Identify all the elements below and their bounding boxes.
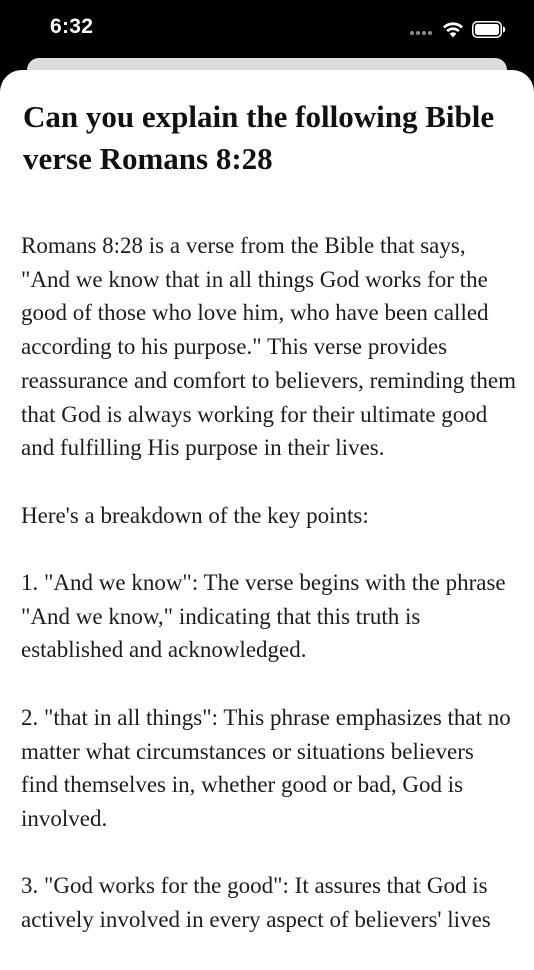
wifi-icon (442, 21, 464, 38)
answer-paragraph: 2. "that in all things": This phrase emphasizes that no matter what circumstances or situations believers find themselves in, whether good or bad, God is involved. (21, 704, 511, 831)
answer-text (21, 229, 516, 970)
answer-paragraph: Romans 8:28 is a verse from the Bible that says, "And we know that in all things God works for the good of those who love him, who have been called according to his purpose." This verse provides reassurance and comfort to believers, reminding them that God is always working for their ultimate good and fulfilling His purpose in their lives. (21, 233, 516, 461)
cellular-signal-icon (410, 23, 432, 35)
status-time: 6:32 (50, 15, 94, 38)
status-bar (0, 0, 534, 58)
answer-paragraph: Here's a breakdown of the key points: (21, 502, 369, 528)
battery-icon (472, 21, 506, 38)
answer-paragraph: 1. "And we know": The verse begins with the phrase "And we know," indicating that this truth is established and acknowledged. (21, 570, 506, 663)
question-title: Can you explain the following Bible verse Romans 8:28 (23, 99, 495, 176)
answer-paragraph: 3. "God works for the good": It assures that God is actively involved in every aspect of believers' lives (21, 873, 491, 932)
answer-sheet[interactable] (0, 70, 534, 970)
status-indicators (410, 18, 506, 40)
